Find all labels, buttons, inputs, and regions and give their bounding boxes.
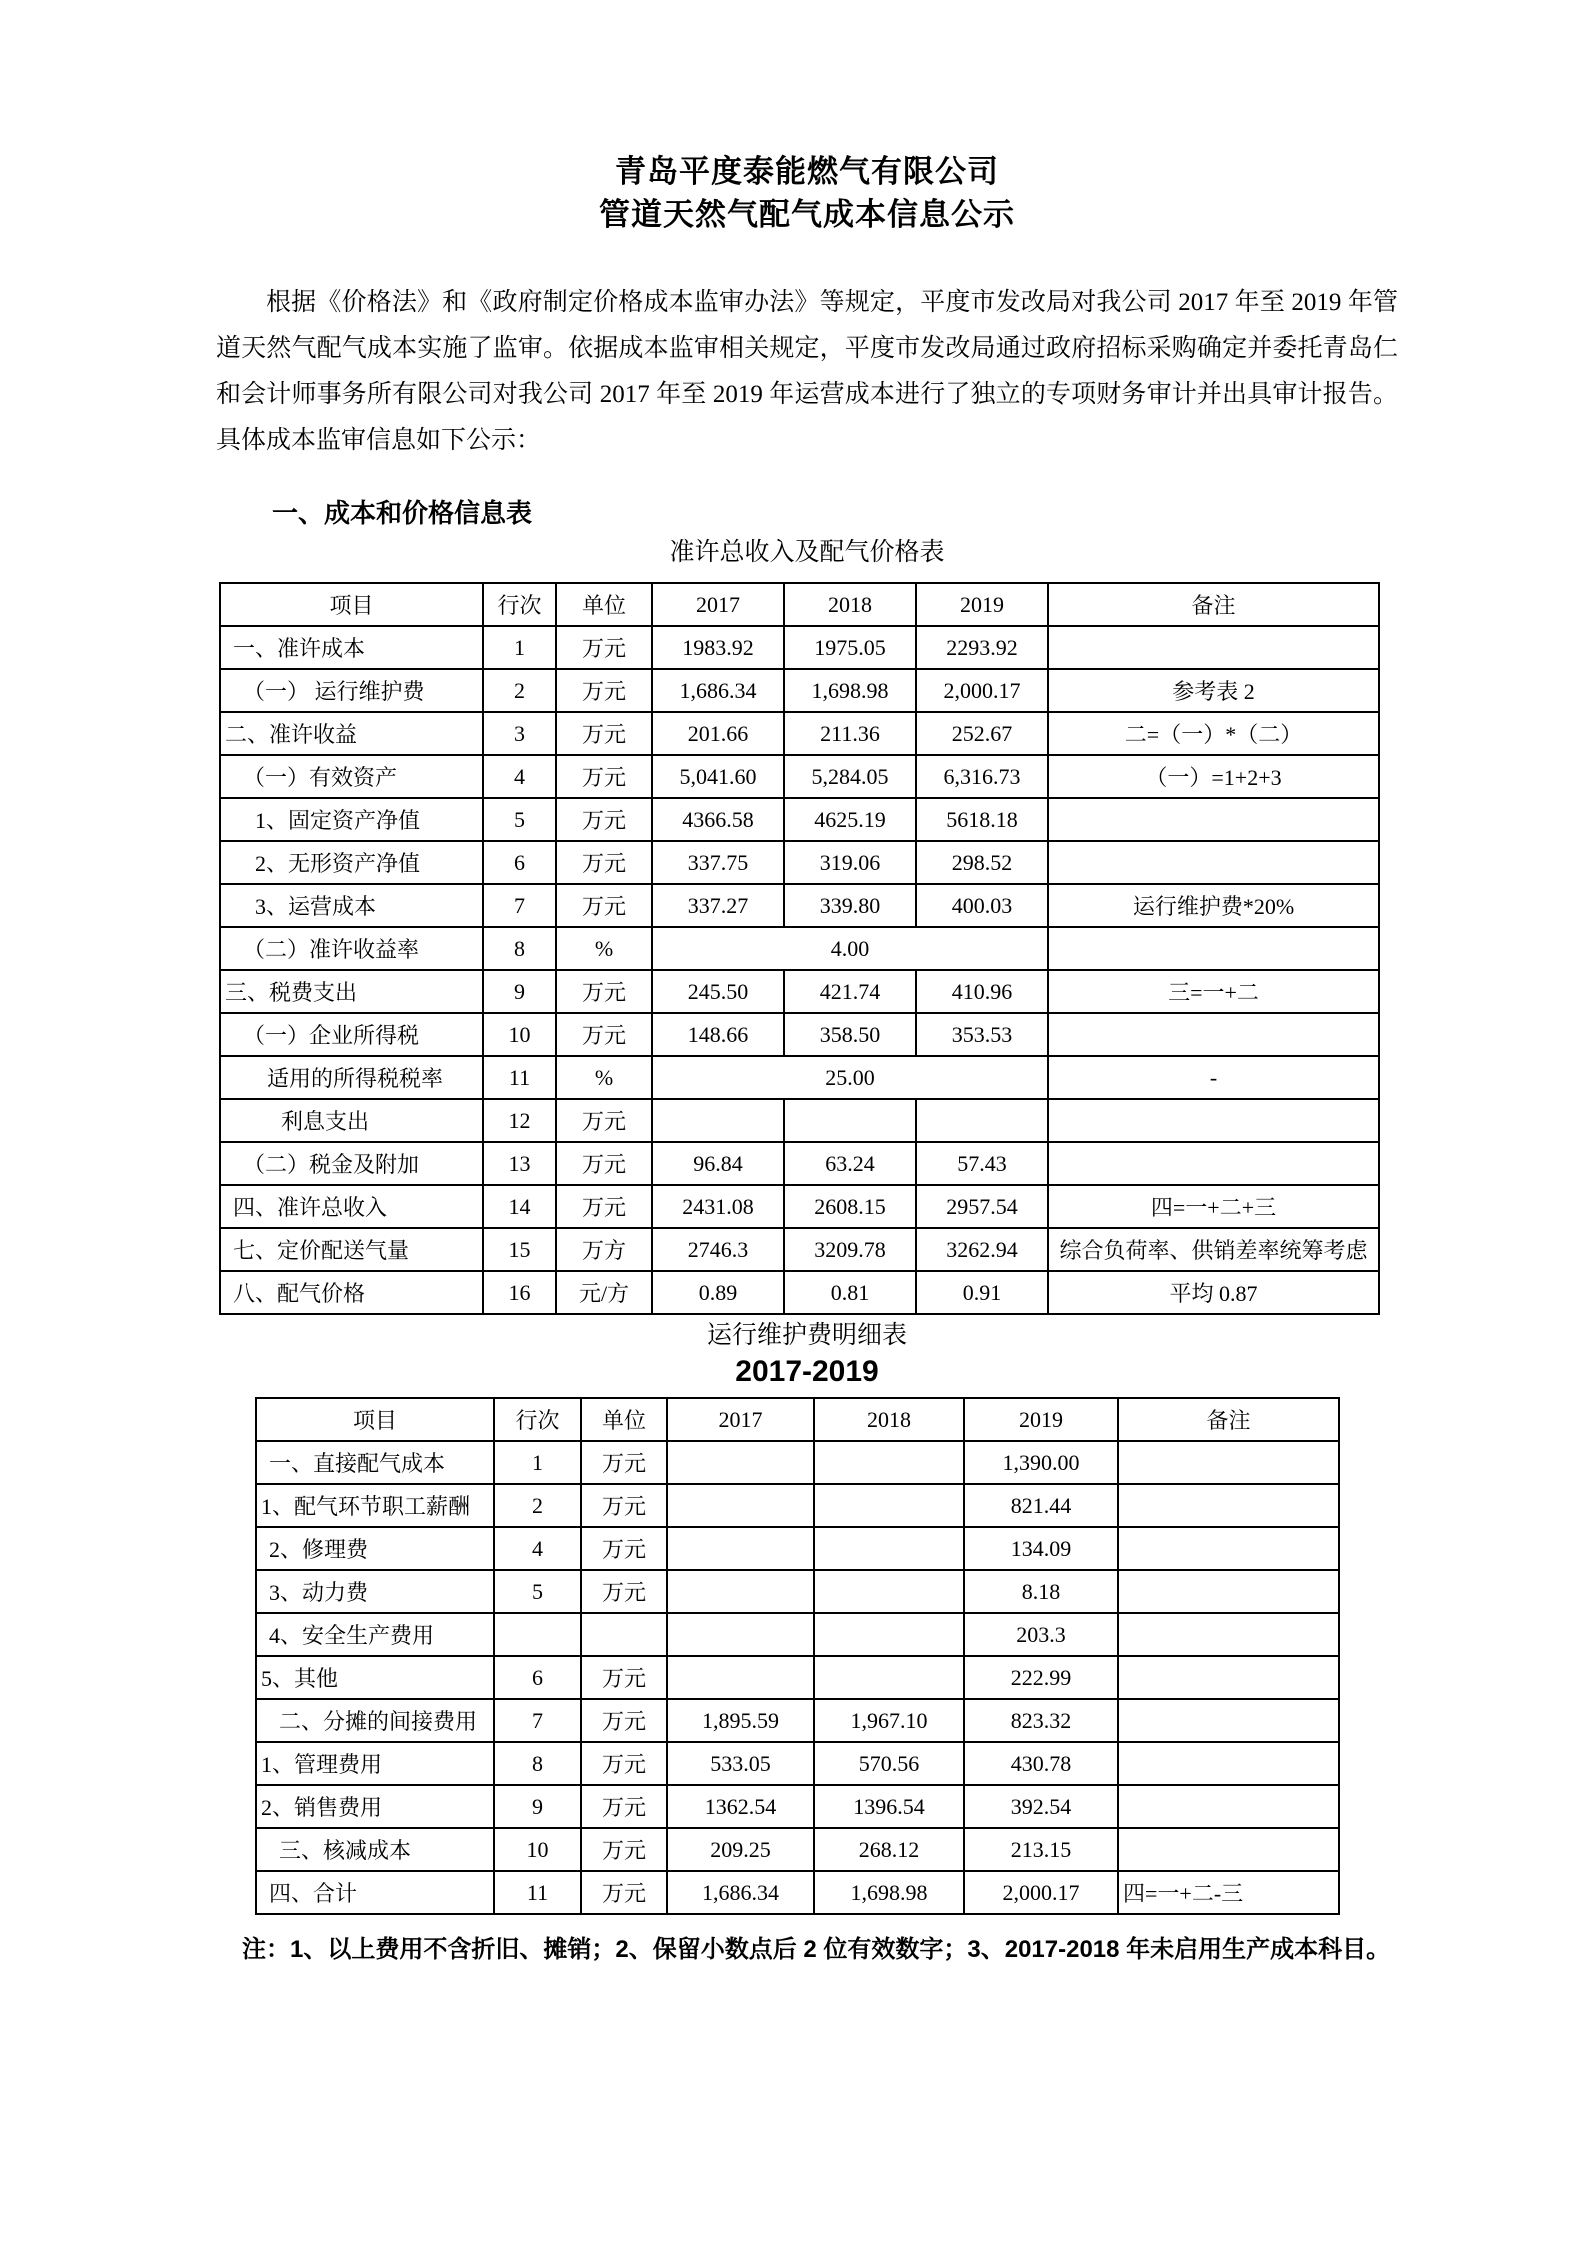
value-2017-cell: 1,895.59: [667, 1699, 814, 1742]
item-cell: （二）税金及附加: [220, 1142, 483, 1185]
unit-cell: 万元: [581, 1484, 667, 1527]
line-number-cell: 16: [483, 1271, 556, 1314]
value-2018-cell: [814, 1484, 964, 1527]
table-row: [220, 1228, 1379, 1271]
value-2018-cell: [814, 1613, 964, 1656]
unit-cell: 万方: [556, 1228, 652, 1271]
item-cell: 二、准许收益: [220, 712, 483, 755]
value-2017-cell: 2746.3: [652, 1228, 784, 1271]
line-number-cell: 3: [483, 712, 556, 755]
line-number-cell: 5: [494, 1570, 581, 1613]
line-number-cell: 9: [494, 1785, 581, 1828]
value-2018-cell: 63.24: [784, 1142, 916, 1185]
table-row: [256, 1699, 1339, 1742]
note-cell: [1118, 1828, 1339, 1871]
note-cell: 平均 0.87: [1048, 1271, 1379, 1314]
unit-cell: 万元: [581, 1656, 667, 1699]
note-cell: [1118, 1656, 1339, 1699]
note-cell: [1118, 1484, 1339, 1527]
value-2018-cell: 4625.19: [784, 798, 916, 841]
value-2017-cell: 337.75: [652, 841, 784, 884]
value-2019-cell: 821.44: [964, 1484, 1118, 1527]
item-cell: 3、动力费: [256, 1570, 494, 1613]
value-2019-cell: 430.78: [964, 1742, 1118, 1785]
value-2017-cell: 2431.08: [652, 1185, 784, 1228]
table1-title: 准许总收入及配气价格表: [669, 539, 945, 566]
item-cell: 八、配气价格: [220, 1271, 483, 1314]
unit-cell: 万元: [556, 1013, 652, 1056]
value-2018-cell: 5,284.05: [784, 755, 916, 798]
value-2017-cell: [652, 1099, 784, 1142]
table-row: [220, 927, 1379, 970]
value-2017-cell: 209.25: [667, 1828, 814, 1871]
intro-paragraph: 根据《价格法》和《政府制定价格成本监审办法》等规定，平度市发改局对我公司 2017 年至 2019 年管道天然气配气成本实施了监审。依据成本监审相关规定，平度市发改局通过政府招标采购确定并委托青岛仁和会计师事务所有限公司对我公司 2017 年至 2019 年运营成本进行了独立的专项财务审计并出具审计报告。具体成本监审信息如下公示：: [216, 289, 1398, 454]
item-cell: 5、其他: [256, 1656, 494, 1699]
value-2017-cell: 533.05: [667, 1742, 814, 1785]
item-cell: 七、定价配送气量: [220, 1228, 483, 1271]
value-2017-cell: 1983.92: [652, 626, 784, 669]
value-2018-cell: 1975.05: [784, 626, 916, 669]
unit-cell: 万元: [581, 1527, 667, 1570]
table-row: [220, 1271, 1379, 1314]
note-cell: [1118, 1527, 1339, 1570]
table-row: [256, 1785, 1339, 1828]
line-number-cell: 12: [483, 1099, 556, 1142]
note-cell: [1048, 1013, 1379, 1056]
line-number-cell: 1: [483, 626, 556, 669]
line-number-cell: 7: [494, 1699, 581, 1742]
line-number-cell: 5: [483, 798, 556, 841]
table-row: [256, 1871, 1339, 1914]
table-row: [220, 1142, 1379, 1185]
note-cell: [1048, 798, 1379, 841]
value-2017-cell: 5,041.60: [652, 755, 784, 798]
merged-value-cell: 25.00: [652, 1056, 1048, 1099]
value-2017-cell: [667, 1613, 814, 1656]
unit-cell: 万元: [581, 1742, 667, 1785]
column-header: 行次: [483, 583, 556, 626]
value-2017-cell: 245.50: [652, 970, 784, 1013]
value-2018-cell: 211.36: [784, 712, 916, 755]
approved-revenue-price-table: [219, 582, 1380, 1315]
footnote: 注：1、以上费用不含折旧、摊销；2、保留小数点后 2 位有效数字；3、2017-2018 年未启用生产成本科目。: [242, 1936, 1391, 1963]
value-2018-cell: 268.12: [814, 1828, 964, 1871]
value-2019-cell: 8.18: [964, 1570, 1118, 1613]
line-number-cell: 8: [483, 927, 556, 970]
column-header: 2018: [814, 1398, 964, 1441]
item-cell: 1、固定资产净值: [220, 798, 483, 841]
value-2019-cell: 252.67: [916, 712, 1048, 755]
unit-cell: 万元: [581, 1785, 667, 1828]
line-number-cell: 1: [494, 1441, 581, 1484]
item-cell: （一）有效资产: [220, 755, 483, 798]
value-2017-cell: 1362.54: [667, 1785, 814, 1828]
value-2018-cell: [814, 1656, 964, 1699]
line-number-cell: 11: [494, 1871, 581, 1914]
section-heading: 一、成本和价格信息表: [272, 498, 533, 528]
line-number-cell: 2: [494, 1484, 581, 1527]
value-2018-cell: 1,698.98: [814, 1871, 964, 1914]
note-cell: 综合负荷率、供销差率统筹考虑: [1048, 1228, 1379, 1271]
table-row: [256, 1441, 1339, 1484]
line-number-cell: 4: [494, 1527, 581, 1570]
value-2019-cell: 2,000.17: [964, 1871, 1118, 1914]
value-2019-cell: 5618.18: [916, 798, 1048, 841]
value-2017-cell: [667, 1441, 814, 1484]
table-row: [220, 841, 1379, 884]
value-2019-cell: 298.52: [916, 841, 1048, 884]
table-row: [220, 884, 1379, 927]
line-number-cell: 10: [494, 1828, 581, 1871]
value-2019-cell: 134.09: [964, 1527, 1118, 1570]
unit-cell: %: [556, 927, 652, 970]
column-header: 2017: [652, 583, 784, 626]
item-cell: （一）企业所得税: [220, 1013, 483, 1056]
table-row: [256, 1742, 1339, 1785]
note-cell: [1118, 1613, 1339, 1656]
item-cell: 4、安全生产费用: [256, 1613, 494, 1656]
value-2019-cell: 400.03: [916, 884, 1048, 927]
table-row: [220, 1056, 1379, 1099]
table2-title: 运行维护费明细表: [706, 1322, 907, 1349]
unit-cell: [581, 1613, 667, 1656]
value-2019-cell: 2957.54: [916, 1185, 1048, 1228]
value-2019-cell: 410.96: [916, 970, 1048, 1013]
unit-cell: 万元: [556, 884, 652, 927]
value-2017-cell: 201.66: [652, 712, 784, 755]
item-cell: 四、合计: [256, 1871, 494, 1914]
table-row: [256, 1484, 1339, 1527]
value-2018-cell: 570.56: [814, 1742, 964, 1785]
unit-cell: 万元: [581, 1570, 667, 1613]
unit-cell: 万元: [556, 798, 652, 841]
table-header-row: [256, 1398, 1339, 1441]
note-cell: [1048, 927, 1379, 970]
column-header: 项目: [256, 1398, 494, 1441]
value-2019-cell: 2293.92: [916, 626, 1048, 669]
note-cell: 三=一+二: [1048, 970, 1379, 1013]
item-cell: 四、准许总收入: [220, 1185, 483, 1228]
unit-cell: 万元: [556, 669, 652, 712]
item-cell: 三、税费支出: [220, 970, 483, 1013]
note-cell: [1048, 626, 1379, 669]
value-2019-cell: 213.15: [964, 1828, 1118, 1871]
value-2018-cell: [784, 1099, 916, 1142]
unit-cell: 万元: [556, 1185, 652, 1228]
column-header: 备注: [1118, 1398, 1339, 1441]
value-2018-cell: 421.74: [784, 970, 916, 1013]
note-cell: 运行维护费*20%: [1048, 884, 1379, 927]
line-number-cell: [494, 1613, 581, 1656]
value-2019-cell: 222.99: [964, 1656, 1118, 1699]
value-2019-cell: 6,316.73: [916, 755, 1048, 798]
note-cell: 四=一+二-三: [1118, 1871, 1339, 1914]
item-cell: 2、无形资产净值: [220, 841, 483, 884]
value-2017-cell: 96.84: [652, 1142, 784, 1185]
item-cell: 二、分摊的间接费用: [256, 1699, 494, 1742]
value-2019-cell: [916, 1099, 1048, 1142]
line-number-cell: 8: [494, 1742, 581, 1785]
table-row: [256, 1527, 1339, 1570]
table2-subtitle: 2017-2019: [735, 1355, 879, 1388]
value-2018-cell: 358.50: [784, 1013, 916, 1056]
line-number-cell: 4: [483, 755, 556, 798]
unit-cell: 元/方: [556, 1271, 652, 1314]
item-cell: 2、销售费用: [256, 1785, 494, 1828]
note-cell: -: [1048, 1056, 1379, 1099]
value-2017-cell: 148.66: [652, 1013, 784, 1056]
value-2017-cell: 1,686.34: [652, 669, 784, 712]
value-2018-cell: [814, 1441, 964, 1484]
unit-cell: 万元: [581, 1441, 667, 1484]
note-cell: [1118, 1441, 1339, 1484]
unit-cell: 万元: [556, 1099, 652, 1142]
value-2019-cell: 392.54: [964, 1785, 1118, 1828]
unit-cell: 万元: [581, 1828, 667, 1871]
column-header: 单位: [581, 1398, 667, 1441]
value-2019-cell: 57.43: [916, 1142, 1048, 1185]
value-2019-cell: 3262.94: [916, 1228, 1048, 1271]
value-2018-cell: 0.81: [784, 1271, 916, 1314]
unit-cell: 万元: [556, 841, 652, 884]
table-header-row: [220, 583, 1379, 626]
table-row: [256, 1828, 1339, 1871]
line-number-cell: 9: [483, 970, 556, 1013]
table-row: [220, 970, 1379, 1013]
unit-cell: 万元: [556, 712, 652, 755]
item-cell: 1、管理费用: [256, 1742, 494, 1785]
note-cell: 参考表 2: [1048, 669, 1379, 712]
unit-cell: 万元: [556, 1142, 652, 1185]
value-2018-cell: 1396.54: [814, 1785, 964, 1828]
table-row: [220, 1185, 1379, 1228]
value-2017-cell: 337.27: [652, 884, 784, 927]
column-header: 备注: [1048, 583, 1379, 626]
value-2019-cell: 823.32: [964, 1699, 1118, 1742]
document-subtitle: 管道天然气配气成本信息公示: [599, 197, 1015, 232]
note-cell: 二=（一）*（二）: [1048, 712, 1379, 755]
value-2019-cell: 203.3: [964, 1613, 1118, 1656]
value-2019-cell: 1,390.00: [964, 1441, 1118, 1484]
table-row: [256, 1570, 1339, 1613]
value-2017-cell: 4366.58: [652, 798, 784, 841]
value-2018-cell: [814, 1527, 964, 1570]
unit-cell: 万元: [556, 755, 652, 798]
merged-value-cell: 4.00: [652, 927, 1048, 970]
value-2018-cell: 3209.78: [784, 1228, 916, 1271]
line-number-cell: 2: [483, 669, 556, 712]
table-row: [220, 669, 1379, 712]
item-cell: 一、准许成本: [220, 626, 483, 669]
line-number-cell: 7: [483, 884, 556, 927]
unit-cell: %: [556, 1056, 652, 1099]
table-row: [220, 798, 1379, 841]
table-row: [220, 626, 1379, 669]
column-header: 2017: [667, 1398, 814, 1441]
item-cell: （二）准许收益率: [220, 927, 483, 970]
column-header: 2019: [964, 1398, 1118, 1441]
unit-cell: 万元: [581, 1699, 667, 1742]
value-2018-cell: 1,967.10: [814, 1699, 964, 1742]
column-header: 2019: [916, 583, 1048, 626]
table-row: [220, 755, 1379, 798]
note-cell: [1118, 1742, 1339, 1785]
company-title: 青岛平度泰能燃气有限公司: [615, 154, 999, 189]
line-number-cell: 13: [483, 1142, 556, 1185]
item-cell: 一、直接配气成本: [256, 1441, 494, 1484]
note-cell: 四=一+二+三: [1048, 1185, 1379, 1228]
value-2018-cell: 1,698.98: [784, 669, 916, 712]
value-2017-cell: 0.89: [652, 1271, 784, 1314]
value-2018-cell: 319.06: [784, 841, 916, 884]
column-header: 2018: [784, 583, 916, 626]
value-2018-cell: [814, 1570, 964, 1613]
item-cell: 利息支出: [220, 1099, 483, 1142]
column-header: 单位: [556, 583, 652, 626]
item-cell: 三、核减成本: [256, 1828, 494, 1871]
value-2018-cell: 2608.15: [784, 1185, 916, 1228]
line-number-cell: 10: [483, 1013, 556, 1056]
table-row: [256, 1656, 1339, 1699]
unit-cell: 万元: [581, 1871, 667, 1914]
value-2019-cell: 353.53: [916, 1013, 1048, 1056]
value-2017-cell: [667, 1484, 814, 1527]
value-2018-cell: 339.80: [784, 884, 916, 927]
value-2019-cell: 2,000.17: [916, 669, 1048, 712]
table-row: [220, 1013, 1379, 1056]
note-cell: [1048, 1142, 1379, 1185]
unit-cell: 万元: [556, 626, 652, 669]
note-cell: [1118, 1699, 1339, 1742]
note-cell: [1048, 1099, 1379, 1142]
note-cell: [1118, 1570, 1339, 1613]
line-number-cell: 6: [483, 841, 556, 884]
column-header: 项目: [220, 583, 483, 626]
value-2017-cell: [667, 1527, 814, 1570]
line-number-cell: 6: [494, 1656, 581, 1699]
unit-cell: 万元: [556, 970, 652, 1013]
table-row: [220, 1099, 1379, 1142]
column-header: 行次: [494, 1398, 581, 1441]
value-2017-cell: [667, 1570, 814, 1613]
item-cell: （一） 运行维护费: [220, 669, 483, 712]
note-cell: （一）=1+2+3: [1048, 755, 1379, 798]
note-cell: [1118, 1785, 1339, 1828]
document-page: [216, 0, 1398, 1965]
item-cell: 1、配气环节职工薪酬: [256, 1484, 494, 1527]
operation-maintenance-detail-table: [255, 1397, 1340, 1915]
line-number-cell: 14: [483, 1185, 556, 1228]
item-cell: 适用的所得税税率: [220, 1056, 483, 1099]
value-2019-cell: 0.91: [916, 1271, 1048, 1314]
table-row: [256, 1613, 1339, 1656]
item-cell: 2、修理费: [256, 1527, 494, 1570]
line-number-cell: 15: [483, 1228, 556, 1271]
value-2017-cell: 1,686.34: [667, 1871, 814, 1914]
table-row: [220, 712, 1379, 755]
value-2017-cell: [667, 1656, 814, 1699]
item-cell: 3、运营成本: [220, 884, 483, 927]
note-cell: [1048, 841, 1379, 884]
line-number-cell: 11: [483, 1056, 556, 1099]
